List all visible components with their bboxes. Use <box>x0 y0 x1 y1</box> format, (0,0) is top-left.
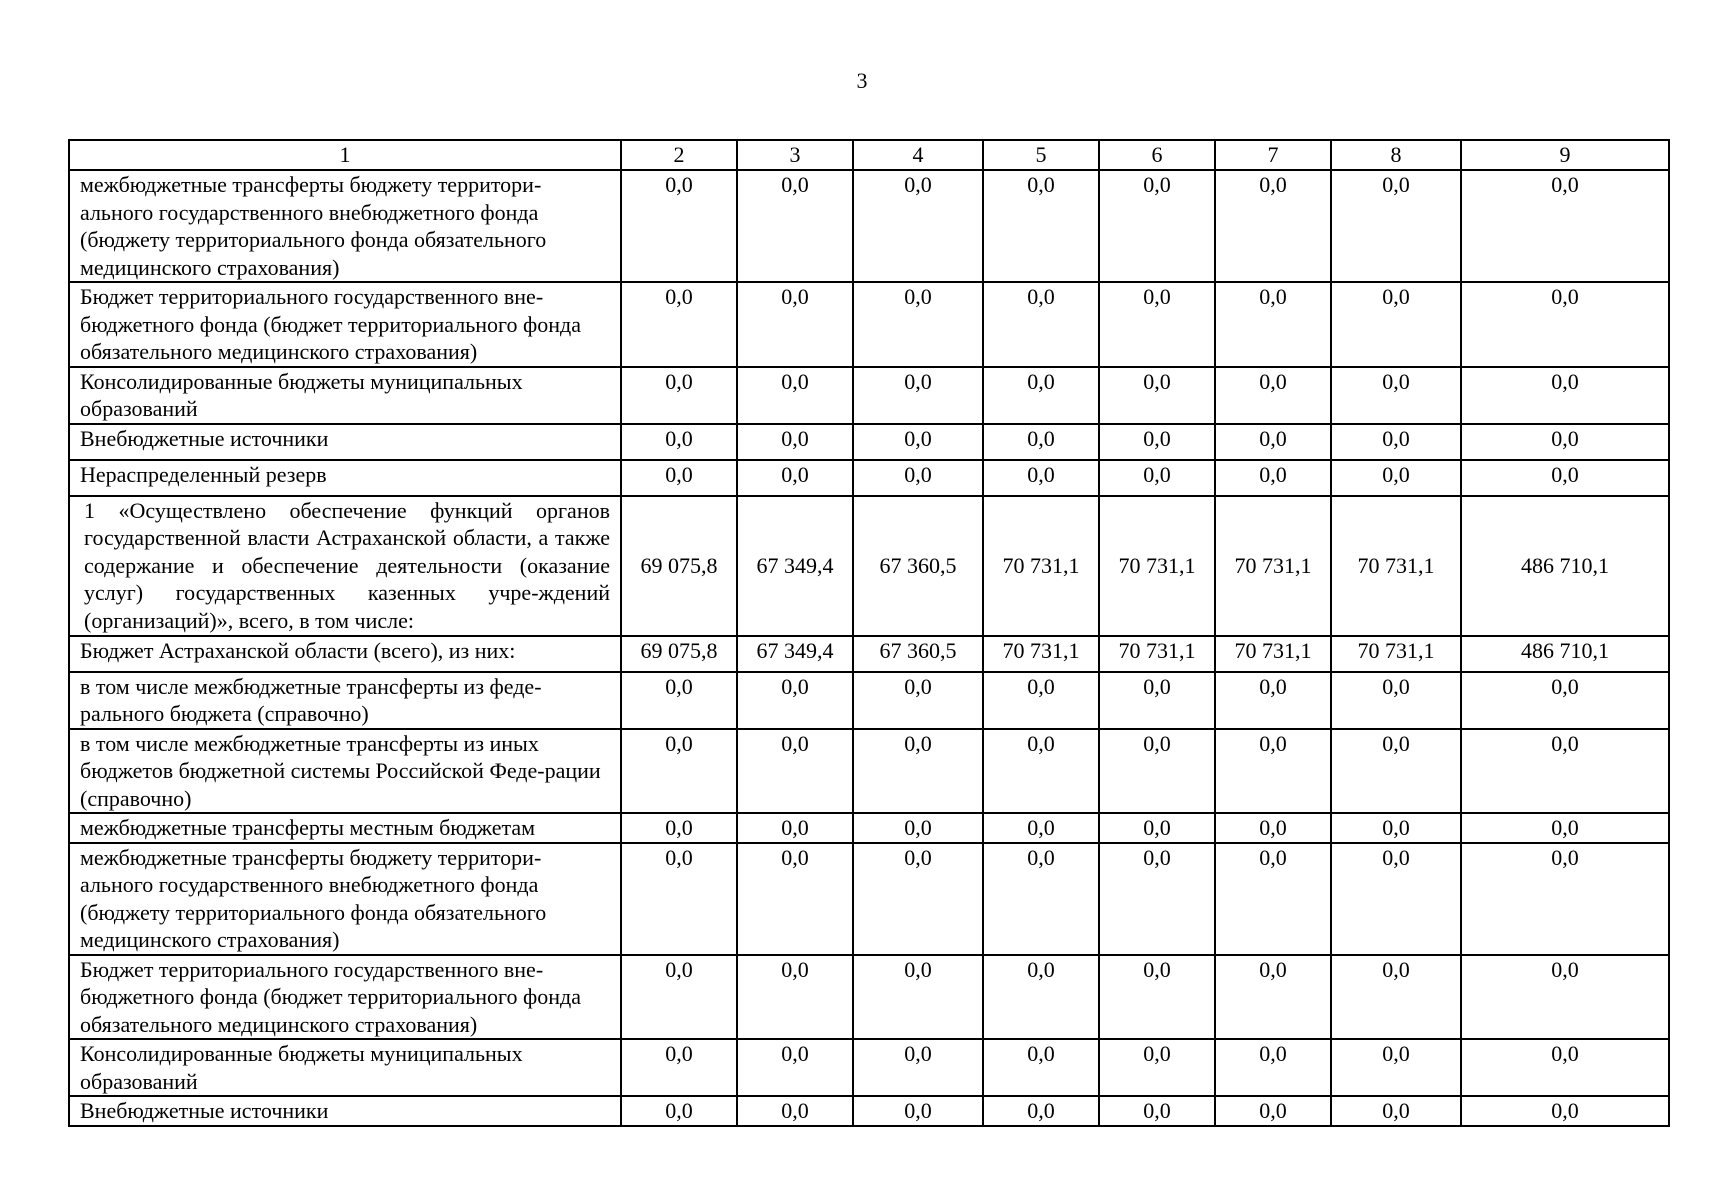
value-cell: 0,0 <box>1331 424 1461 460</box>
value-cell: 0,0 <box>737 1039 853 1096</box>
value-cell: 0,0 <box>1461 367 1669 424</box>
header-cell: 7 <box>1215 140 1331 170</box>
value-cell: 70 731,1 <box>1215 636 1331 672</box>
row-label: Внебюджетные источники <box>69 1096 621 1126</box>
value-cell: 0,0 <box>853 1096 983 1126</box>
header-cell: 8 <box>1331 140 1461 170</box>
value-cell: 0,0 <box>621 729 737 814</box>
row-label: Бюджет территориального государственного вне-бюджетного фонда (бюджет территориального фонда обязательного медицинского страхования) <box>69 282 621 367</box>
value-cell: 0,0 <box>621 282 737 367</box>
value-cell: 0,0 <box>853 672 983 729</box>
value-cell: 0,0 <box>621 843 737 955</box>
value-cell: 0,0 <box>1215 813 1331 843</box>
value-cell: 0,0 <box>737 170 853 282</box>
value-cell: 0,0 <box>983 170 1099 282</box>
value-cell: 0,0 <box>737 843 853 955</box>
value-cell: 0,0 <box>1461 170 1669 282</box>
header-cell: 6 <box>1099 140 1215 170</box>
value-cell: 0,0 <box>1461 1039 1669 1096</box>
value-cell: 0,0 <box>1215 170 1331 282</box>
row-label: межбюджетные трансферты бюджету территори-ального государственного внебюджетного фонда (бюджету территориального фонда обязательного медицинского страхования) <box>69 843 621 955</box>
value-cell: 0,0 <box>853 843 983 955</box>
value-cell: 0,0 <box>1461 729 1669 814</box>
value-cell: 0,0 <box>737 460 853 496</box>
value-cell: 69 075,8 <box>621 636 737 672</box>
table-row <box>69 672 1669 729</box>
value-cell: 70 731,1 <box>1215 496 1331 636</box>
table-row <box>69 496 1669 636</box>
value-cell: 0,0 <box>983 843 1099 955</box>
row-label: Бюджет Астраханской области (всего), из них: <box>69 636 621 672</box>
value-cell: 486 710,1 <box>1461 496 1669 636</box>
value-cell: 0,0 <box>621 460 737 496</box>
value-cell: 0,0 <box>1215 955 1331 1040</box>
value-cell: 0,0 <box>737 672 853 729</box>
value-cell: 0,0 <box>1461 282 1669 367</box>
value-cell: 0,0 <box>983 1096 1099 1126</box>
value-cell: 0,0 <box>1331 955 1461 1040</box>
value-cell: 67 360,5 <box>853 496 983 636</box>
value-cell: 0,0 <box>1215 424 1331 460</box>
page-number: 3 <box>856 68 868 93</box>
value-cell: 0,0 <box>621 955 737 1040</box>
value-cell: 0,0 <box>1331 367 1461 424</box>
value-cell: 0,0 <box>737 1096 853 1126</box>
value-cell: 0,0 <box>983 1039 1099 1096</box>
value-cell: 0,0 <box>1461 424 1669 460</box>
table-row <box>69 367 1669 424</box>
value-cell: 0,0 <box>1099 282 1215 367</box>
value-cell: 70 731,1 <box>983 636 1099 672</box>
value-cell: 0,0 <box>1215 1096 1331 1126</box>
table-row <box>69 729 1669 814</box>
value-cell: 0,0 <box>1461 813 1669 843</box>
value-cell: 0,0 <box>1099 955 1215 1040</box>
value-cell: 0,0 <box>1461 1096 1669 1126</box>
header-cell: 3 <box>737 140 853 170</box>
table-row <box>69 636 1669 672</box>
value-cell: 0,0 <box>1461 843 1669 955</box>
row-label: в том числе межбюджетные трансферты из иных бюджетов бюджетной системы Российской Феде-рации (справочно) <box>69 729 621 814</box>
value-cell: 0,0 <box>621 170 737 282</box>
value-cell: 0,0 <box>621 367 737 424</box>
value-cell: 0,0 <box>1099 460 1215 496</box>
value-cell: 0,0 <box>853 1039 983 1096</box>
value-cell: 0,0 <box>737 424 853 460</box>
value-cell: 0,0 <box>1099 1096 1215 1126</box>
row-label: Бюджет территориального государственного вне-бюджетного фонда (бюджет территориального фонда обязательного медицинского страхования) <box>69 955 621 1040</box>
value-cell: 0,0 <box>1099 170 1215 282</box>
value-cell: 0,0 <box>1331 843 1461 955</box>
value-cell: 0,0 <box>983 813 1099 843</box>
value-cell: 0,0 <box>1331 282 1461 367</box>
value-cell: 67 349,4 <box>737 496 853 636</box>
row-label: межбюджетные трансферты местным бюджетам <box>69 813 621 843</box>
value-cell: 0,0 <box>983 955 1099 1040</box>
value-cell: 0,0 <box>1215 672 1331 729</box>
value-cell: 0,0 <box>1215 1039 1331 1096</box>
header-cell: 2 <box>621 140 737 170</box>
row-label: Внебюджетные источники <box>69 424 621 460</box>
value-cell: 70 731,1 <box>1099 496 1215 636</box>
value-cell: 0,0 <box>737 367 853 424</box>
table-row <box>69 460 1669 496</box>
header-cell: 9 <box>1461 140 1669 170</box>
value-cell: 70 731,1 <box>1331 496 1461 636</box>
table-row <box>69 1096 1669 1126</box>
value-cell: 69 075,8 <box>621 496 737 636</box>
value-cell: 0,0 <box>983 424 1099 460</box>
value-cell: 0,0 <box>1331 170 1461 282</box>
table-row <box>69 170 1669 282</box>
value-cell: 0,0 <box>1215 729 1331 814</box>
value-cell: 70 731,1 <box>983 496 1099 636</box>
table-row <box>69 424 1669 460</box>
header-cell: 5 <box>983 140 1099 170</box>
value-cell: 0,0 <box>737 955 853 1040</box>
row-label: Консолидированные бюджеты муниципальных образований <box>69 367 621 424</box>
value-cell: 0,0 <box>983 460 1099 496</box>
value-cell: 70 731,1 <box>1099 636 1215 672</box>
value-cell: 0,0 <box>853 424 983 460</box>
value-cell: 0,0 <box>983 729 1099 814</box>
value-cell: 0,0 <box>1215 460 1331 496</box>
value-cell: 67 360,5 <box>853 636 983 672</box>
value-cell: 0,0 <box>1099 813 1215 843</box>
table-row <box>69 813 1669 843</box>
value-cell: 0,0 <box>621 1039 737 1096</box>
value-cell: 0,0 <box>1331 672 1461 729</box>
value-cell: 0,0 <box>983 367 1099 424</box>
budget-table <box>68 139 1670 1127</box>
value-cell: 0,0 <box>983 672 1099 729</box>
value-cell: 0,0 <box>853 813 983 843</box>
value-cell: 0,0 <box>1215 843 1331 955</box>
column-number-header-row <box>69 140 1669 170</box>
value-cell: 0,0 <box>1099 424 1215 460</box>
value-cell: 0,0 <box>853 282 983 367</box>
value-cell: 0,0 <box>737 282 853 367</box>
table-row <box>69 955 1669 1040</box>
row-label: Нераспределенный резерв <box>69 460 621 496</box>
value-cell: 0,0 <box>737 729 853 814</box>
value-cell: 0,0 <box>853 460 983 496</box>
row-label: 1 «Осуществлено обеспечение функций органов государственной власти Астраханской области, а также содержание и обеспечение деятельности (оказание услуг) государственных казенных учре-ждений (организаций)», всего, в том числе: <box>69 496 621 636</box>
value-cell: 0,0 <box>1099 367 1215 424</box>
value-cell: 0,0 <box>1461 672 1669 729</box>
value-cell: 0,0 <box>1215 367 1331 424</box>
value-cell: 0,0 <box>1331 1039 1461 1096</box>
table-row <box>69 843 1669 955</box>
header-cell: 4 <box>853 140 983 170</box>
table-row <box>69 1039 1669 1096</box>
value-cell: 0,0 <box>621 813 737 843</box>
value-cell: 0,0 <box>1461 955 1669 1040</box>
value-cell: 486 710,1 <box>1461 636 1669 672</box>
value-cell: 0,0 <box>737 813 853 843</box>
value-cell: 0,0 <box>621 1096 737 1126</box>
value-cell: 0,0 <box>853 729 983 814</box>
table-row <box>69 282 1669 367</box>
value-cell: 0,0 <box>1461 460 1669 496</box>
value-cell: 0,0 <box>1099 843 1215 955</box>
value-cell: 0,0 <box>853 170 983 282</box>
value-cell: 0,0 <box>621 672 737 729</box>
value-cell: 0,0 <box>983 282 1099 367</box>
row-label: в том числе межбюджетные трансферты из феде-рального бюджета (справочно) <box>69 672 621 729</box>
value-cell: 0,0 <box>1331 813 1461 843</box>
value-cell: 0,0 <box>1331 460 1461 496</box>
header-cell: 1 <box>69 140 621 170</box>
value-cell: 0,0 <box>1331 1096 1461 1126</box>
value-cell: 0,0 <box>1099 729 1215 814</box>
value-cell: 0,0 <box>853 367 983 424</box>
value-cell: 0,0 <box>1099 1039 1215 1096</box>
value-cell: 70 731,1 <box>1331 636 1461 672</box>
row-label: Консолидированные бюджеты муниципальных образований <box>69 1039 621 1096</box>
row-label: межбюджетные трансферты бюджету территори-ального государственного внебюджетного фонда (бюджету территориального фонда обязательного медицинского страхования) <box>69 170 621 282</box>
value-cell: 0,0 <box>621 424 737 460</box>
value-cell: 0,0 <box>1099 672 1215 729</box>
value-cell: 67 349,4 <box>737 636 853 672</box>
value-cell: 0,0 <box>853 955 983 1040</box>
value-cell: 0,0 <box>1331 729 1461 814</box>
value-cell: 0,0 <box>1215 282 1331 367</box>
